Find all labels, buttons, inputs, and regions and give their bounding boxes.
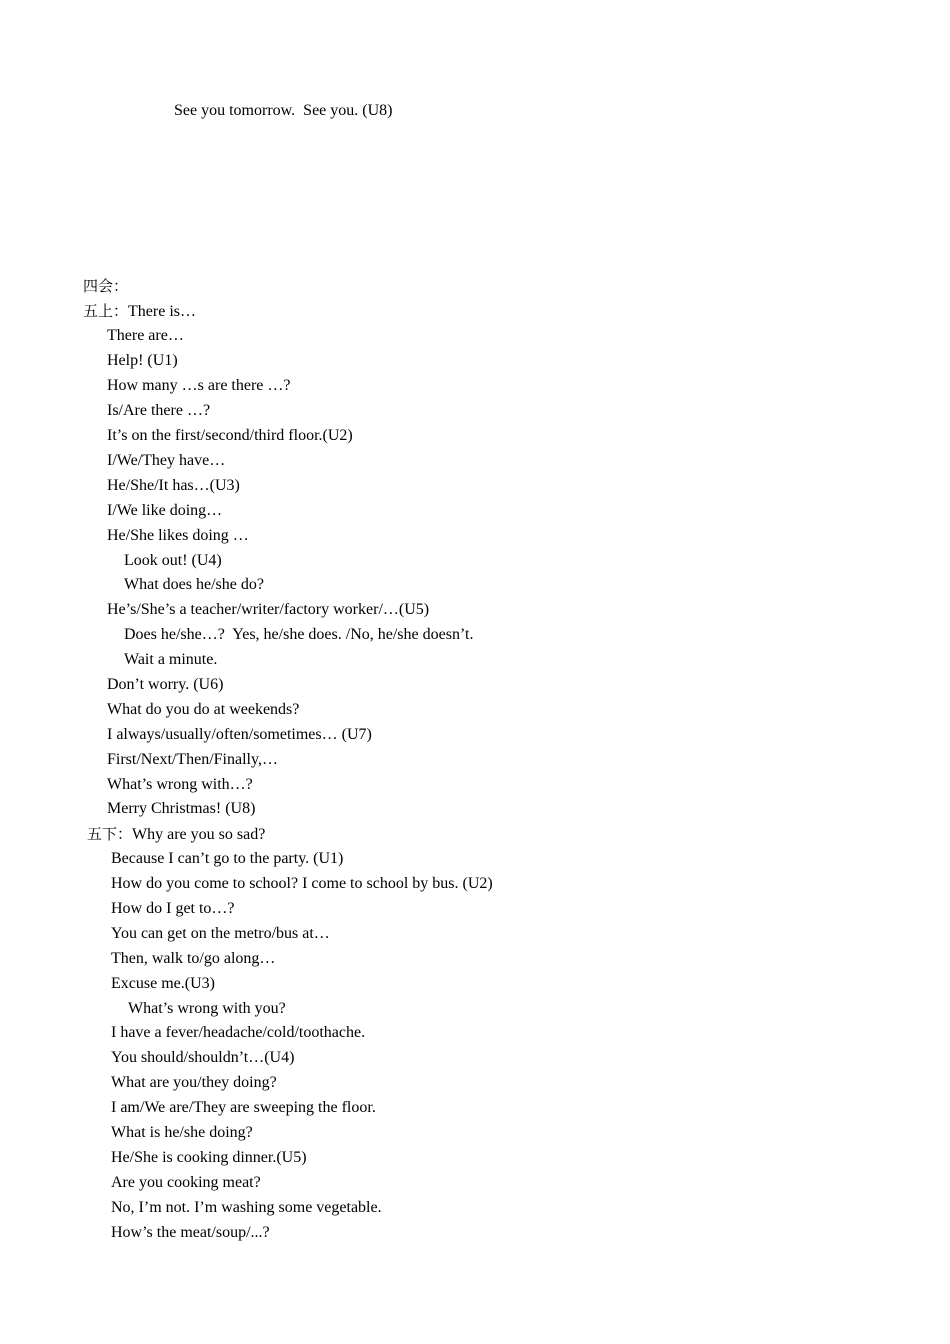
grade5b-first-text: Why are you so sad?	[132, 826, 266, 843]
grade5b-line: You should/shouldn’t…(U4)	[111, 1049, 295, 1066]
grade5b-line: Because I can’t go to the party. (U1)	[111, 850, 344, 867]
grade5b-line: You can get on the metro/bus at…	[111, 925, 330, 942]
grade5a-line: Does he/she…? Yes, he/she does. /No, he/she doesn’t.	[124, 626, 474, 643]
grade5a-line: How many …s are there …?	[107, 377, 291, 394]
grade5a-line: He/She likes doing …	[107, 527, 249, 544]
grade5b-line: What is he/she doing?	[111, 1124, 253, 1141]
grade5a-line: What does he/she do?	[124, 576, 264, 593]
grade5b-first-line	[87, 824, 265, 845]
grade5a-line: I/We like doing…	[107, 502, 223, 519]
grade5a-line: First/Next/Then/Finally,…	[107, 751, 278, 768]
grade5a-label: 五上：	[83, 302, 129, 320]
grade5a-line: Don’t worry. (U6)	[107, 676, 224, 693]
grade5b-line: Are you cooking meat?	[111, 1174, 261, 1191]
grade5b-line: How’s the meat/soup/...?	[111, 1224, 270, 1241]
grade5b-line: No, I’m not. I’m washing some vegetable.	[111, 1199, 382, 1216]
top-line: See you tomorrow. See you. (U8)	[174, 102, 393, 119]
grade5a-line: What’s wrong with…?	[107, 776, 253, 793]
grade5a-line: I/We/They have…	[107, 452, 226, 469]
grade5a-line: He/She/It has…(U3)	[107, 477, 240, 494]
grade5a-line: Help! (U1)	[107, 352, 178, 369]
grade5b-label: 五下：	[87, 825, 133, 843]
grade5a-line: Wait a minute.	[124, 651, 218, 668]
grade5b-line: I have a fever/headache/cold/toothache.	[111, 1024, 366, 1041]
grade5a-line: I always/usually/often/sometimes… (U7)	[107, 726, 372, 743]
grade5b-line: How do I get to…?	[111, 900, 235, 917]
grade5b-line: Excuse me.(U3)	[111, 975, 215, 992]
grade5b-line: What’s wrong with you?	[128, 1000, 286, 1017]
grade5a-first-line	[83, 301, 196, 322]
grade5a-line: Look out! (U4)	[124, 552, 222, 569]
grade5a-line: What do you do at weekends?	[107, 701, 300, 718]
section-heading: 四会：	[83, 277, 129, 295]
grade5a-line: There are…	[107, 327, 184, 344]
grade5a-line: It’s on the first/second/third floor.(U2)	[107, 427, 353, 444]
grade5b-line: He/She is cooking dinner.(U5)	[111, 1149, 307, 1166]
grade5a-line: Merry Christmas! (U8)	[107, 800, 256, 817]
grade5a-line: He’s/She’s a teacher/writer/factory worker/…(U5)	[107, 601, 430, 618]
grade5a-first-text: There is…	[128, 303, 196, 320]
grade5b-line: What are you/they doing?	[111, 1074, 277, 1091]
grade5b-line: Then, walk to/go along…	[111, 950, 276, 967]
grade5a-line: Is/Are there …?	[107, 402, 211, 419]
grade5b-line: I am/We are/They are sweeping the floor.	[111, 1099, 376, 1116]
grade5b-line: How do you come to school? I come to school by bus. (U2)	[111, 875, 493, 892]
